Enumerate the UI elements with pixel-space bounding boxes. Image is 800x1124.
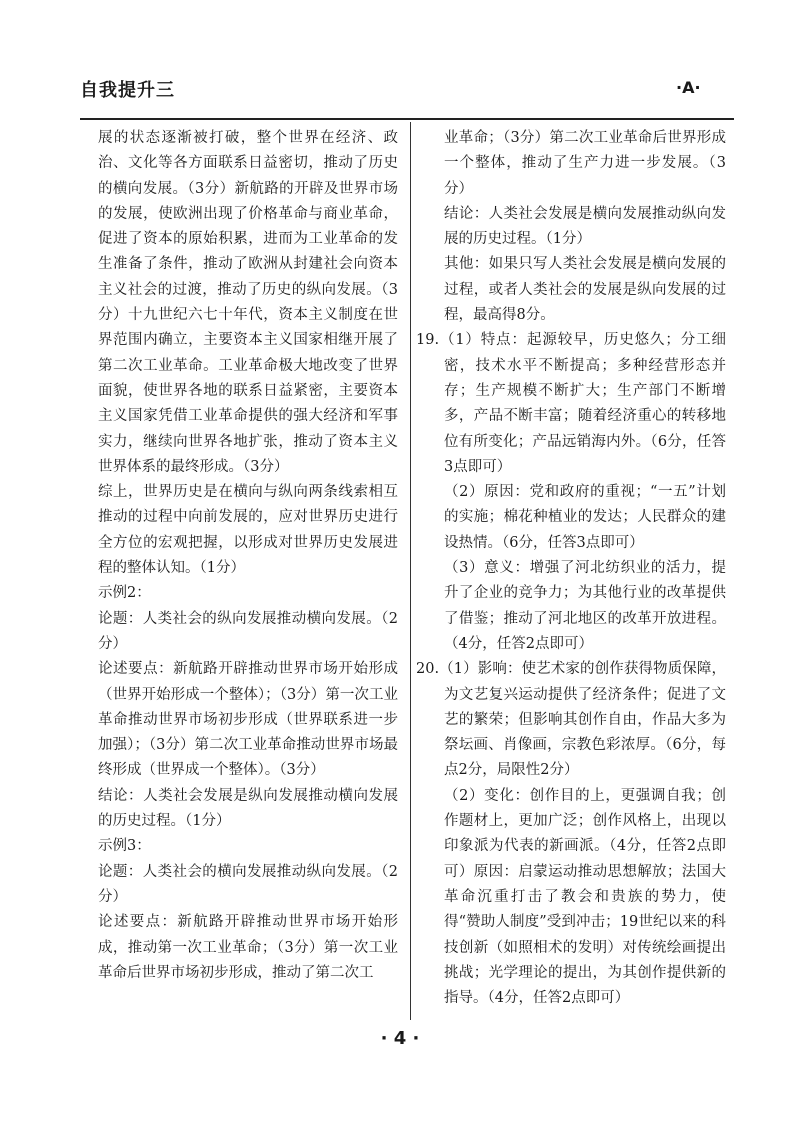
question-20-answer: 20.（1）影响：使艺术家的创作获得物质保障，为文艺复兴运动提供了经济条件；促进了文艺的繁荣；但影响其创作自由，作品大多为祭坛画、肖像画，宗教色彩浓厚。（6分，每点2分，局限性2分） [416, 661, 726, 779]
question-19-answer: 19.（1）特点：起源较早，历史悠久；分工细密，技术水平不断提高；多种经营形态并存；生产规模不断扩大；生产部门不断增多，产品不断丰富；随着经济重心的转移地位有所变化；产品远销海内外。（6分，任答3点即可） [416, 332, 726, 475]
answer-paragraph: 综上，世界历史是在横向与纵向两条线索相互推动的过程中向前发展的，应对世界历史进行全方位的宏观把握，以形成对世界历史发展进程的整体认知。（1分） [98, 484, 398, 577]
page-number: · 4 · [380, 1028, 420, 1049]
column-divider [410, 122, 411, 1020]
right-column [416, 126, 726, 1011]
question-19-answer: （2）原因：党和政府的重视；“一五”计划的实施；棉花种植业的发达；人民群众的建设热情。（6分，任答3点即可） [444, 484, 726, 551]
question-20-answer: （2）变化：创作目的上，更强调自我；创作题材上，更加广泛；创作风格上，出现以印象派为代表的新画派。（4分，任答2点即可）原因：启蒙运动推动思想解放；法国大革命沉重打击了教会和贵族的势力，使得“赞助人制度”受到冲击；19世纪以来的科技创新（如照相术的发明）对传统绘画提出挑战；光学理论的提出，为其创作提供新的指导。（4分，任答2点即可） [444, 787, 726, 1007]
answer-paragraph: 论题：人类社会的纵向发展推动横向发展。（2分） [98, 610, 398, 652]
page-header-title: 自我提升三 [80, 80, 175, 101]
page-header-mark: ·A· [676, 78, 701, 97]
answer-paragraph: 业革命；（3分）第二次工业革命后世界形成一个整体，推动了生产力进一步发展。（3分） [444, 130, 726, 197]
answer-paragraph: 展的状态逐渐被打破，整个世界在经济、政治、文化等各方面联系日益密切，推动了历史的横向发展。（3分）新航路的开辟及世界市场的发展，使欧洲出现了价格革命与商业革命，促进了资本的原始积累，进而为工业革命的发生准备了条件，推动了欧洲从封建社会向资本主义社会的过渡，推动了历史的纵向发展。（3分）十九世纪六七十年代，资本主义制度在世界范围内确立，主要资本主义国家相继开展了第二次工业革命。工业革命极大地改变了世界面貌，使世界各地的联系日益紧密，主要资本主义国家凭借工业革命提供的强大经济和军事实力，继续向世界各地扩张，推动了资本主义世界体系的最终形成。（3分） [98, 130, 398, 475]
header-rule [80, 118, 734, 120]
example-heading: 示例3： [98, 838, 151, 855]
answer-paragraph: 结论：人类社会发展是横向发展推动纵向发展的历史过程。（1分） [444, 205, 726, 248]
answer-paragraph: 论述要点：新航路开辟推动世界市场开始形成，推动第一次工业革命；（3分）第一次工业革命后世界市场初步形成，推动了第二次工 [98, 914, 398, 981]
question-19-answer: （3）意义：增强了河北纺织业的活力，提升了企业的竞争力；为其他行业的改革提供了借鉴；推动了河北地区的改革开放进程。（4分，任答2点即可） [444, 560, 726, 652]
example-heading: 示例2： [98, 585, 151, 602]
answer-paragraph: 其他：如果只写人类社会发展是横向发展的过程，或者人类社会的发展是纵向发展的过程，最高得8分。 [444, 256, 726, 324]
answer-paragraph: 论述要点：新航路开辟推动世界市场开始形成（世界开始形成一个整体）；（3分）第一次工业革命推动世界市场初步形成（世界联系进一步加强）；（3分）第二次工业革命推动世界市场最终形成（世界成一个整体）。（3分） [98, 661, 398, 779]
answer-paragraph: 结论：人类社会发展是纵向发展推动横向发展的历史过程。（1分） [98, 787, 398, 830]
answer-paragraph: 论题：人类社会的横向发展推动纵向发展。（2分） [98, 863, 398, 905]
left-column [98, 126, 398, 986]
